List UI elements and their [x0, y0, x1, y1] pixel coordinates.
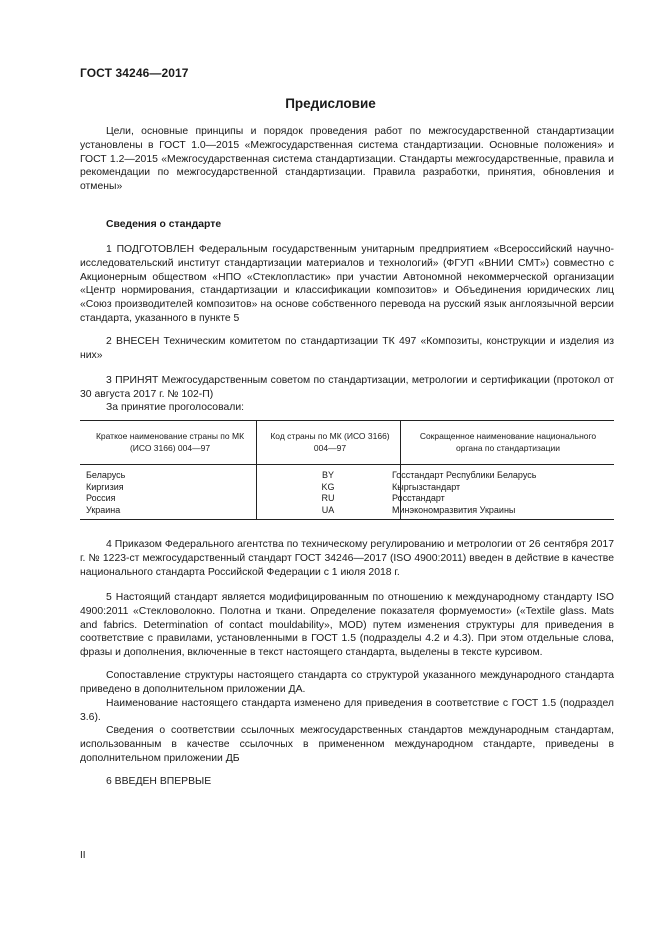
intro-paragraph: Цели, основные принципы и порядок проведения работ по межгосударственной стандартизации установлены в ГОСТ 1.0—2015 «Межгосударственная система стандартизации. Основные положения» и ГОСТ 1.2—2015 «Межгосударственная система стандартизации. Стандарты межгосударственные, правила и рекомендации по межгосударственной стандартизации. Правила разработки, принятия, обновления и отмены»	[80, 126, 614, 193]
item-6-paragraph: 6 ВВЕДЕН ВПЕРВЫЕ	[106, 776, 212, 787]
country-name: Россия	[86, 493, 116, 503]
standards-body: Кыргызстандарт	[392, 481, 461, 492]
table-header-country: Краткое наименование страны по МК (ИСО 3166) 004—97	[95, 431, 245, 453]
country-code: UA	[321, 505, 335, 515]
section-title: Сведения о стандарте	[106, 219, 222, 230]
country-code: KG	[321, 481, 335, 492]
country-name: Киргизия	[86, 481, 124, 492]
country-name: Украина	[86, 505, 121, 515]
item-5-references-paragraph: Сведения о соответствии ссылочных межгосударственных стандартов международным стандартам, использованным в качестве ссылочных в примененном международном стандарте, приведены в дополнительном приложении ДБ	[80, 725, 614, 764]
standards-body: Госстандарт Республики Беларусь	[392, 470, 537, 480]
table-header-rule	[80, 464, 614, 465]
page-number: II	[80, 850, 86, 861]
table-header-code: Код страны по МК (ИСО 3166) 004—97	[270, 431, 390, 453]
item-3-paragraph: 3 ПРИНЯТ Межгосударственным советом по стандартизации, метрологии и сертификации (протокол от 30 августа 2017 г. № 102-П)	[80, 375, 614, 400]
item-5-structure-paragraph: Сопоставление структуры настоящего стандарта со структурой указанного международного стандарта приведено в дополнительном приложении ДА.	[80, 670, 614, 695]
item-2-paragraph: 2 ВНЕСЕН Техническим комитетом по стандартизации ТК 497 «Композиты, конструкции и изделия из них»	[80, 336, 614, 361]
standards-body: Минэкономразвития Украины	[392, 505, 516, 515]
standards-body: Росстандарт	[392, 493, 445, 503]
country-name: Беларусь	[86, 470, 126, 480]
page-title: Предисловие	[285, 96, 376, 111]
item-5-paragraph: 5 Настоящий стандарт является модифицированным по отношению к международному стандарту ISO 4900:2011 «Стекловолокно. Полотна и ткани. Определение показателя формуемости» («Textile glass. Mats and fabrics. Determination of contact mouldability», MOD) путем изменения структуры для приведения в соответствие с правилами, установленными в ГОСТ 1.5 (подразделы 4.2 и 4.3). При этом отдельные слова, фразы и дополнения, включенные в текст настоящего стандарта, выделены в тексте курсивом.	[80, 592, 614, 659]
country-code: BY	[321, 470, 334, 480]
document-code: ГОСТ 34246—2017	[80, 66, 189, 80]
table-header-body: Сокращенное наименование национального органа по стандартизации	[419, 431, 597, 453]
country-code: RU	[321, 493, 335, 503]
item-5-name-paragraph: Наименование настоящего стандарта изменено для приведения в соответствие с ГОСТ 1.5 (подраздел 3.6).	[80, 698, 614, 723]
vote-label: За принятие проголосовали:	[106, 402, 245, 413]
item-1-paragraph: 1 ПОДГОТОВЛЕН Федеральным государственным унитарным предприятием «Всероссийский научно-исследовательский институт стандартизации материалов и технологий» (ФГУП «ВНИИ СМТ») совместно с Акционерным обществом «НПО «Стеклопластик» при участии Автономной некоммерческой организации «Центр нормирования, стандартизации и классификации композитов» и Объединения юридических лиц «Союз производителей композитов» на основе собственного перевода на русский язык англоязычной версии стандарта, указанного в пункте 5	[80, 244, 614, 324]
voting-table	[80, 420, 614, 520]
item-4-paragraph: 4 Приказом Федерального агентства по техническому регулированию и метрологии от 26 сентября 2017 г. № 1223-ст межгосударственный стандарт ГОСТ 34246—2017 (ISO 4900:2011) введен в действие в качестве национального стандарта Российской Федерации с 1 июля 2018 г.	[80, 539, 614, 578]
